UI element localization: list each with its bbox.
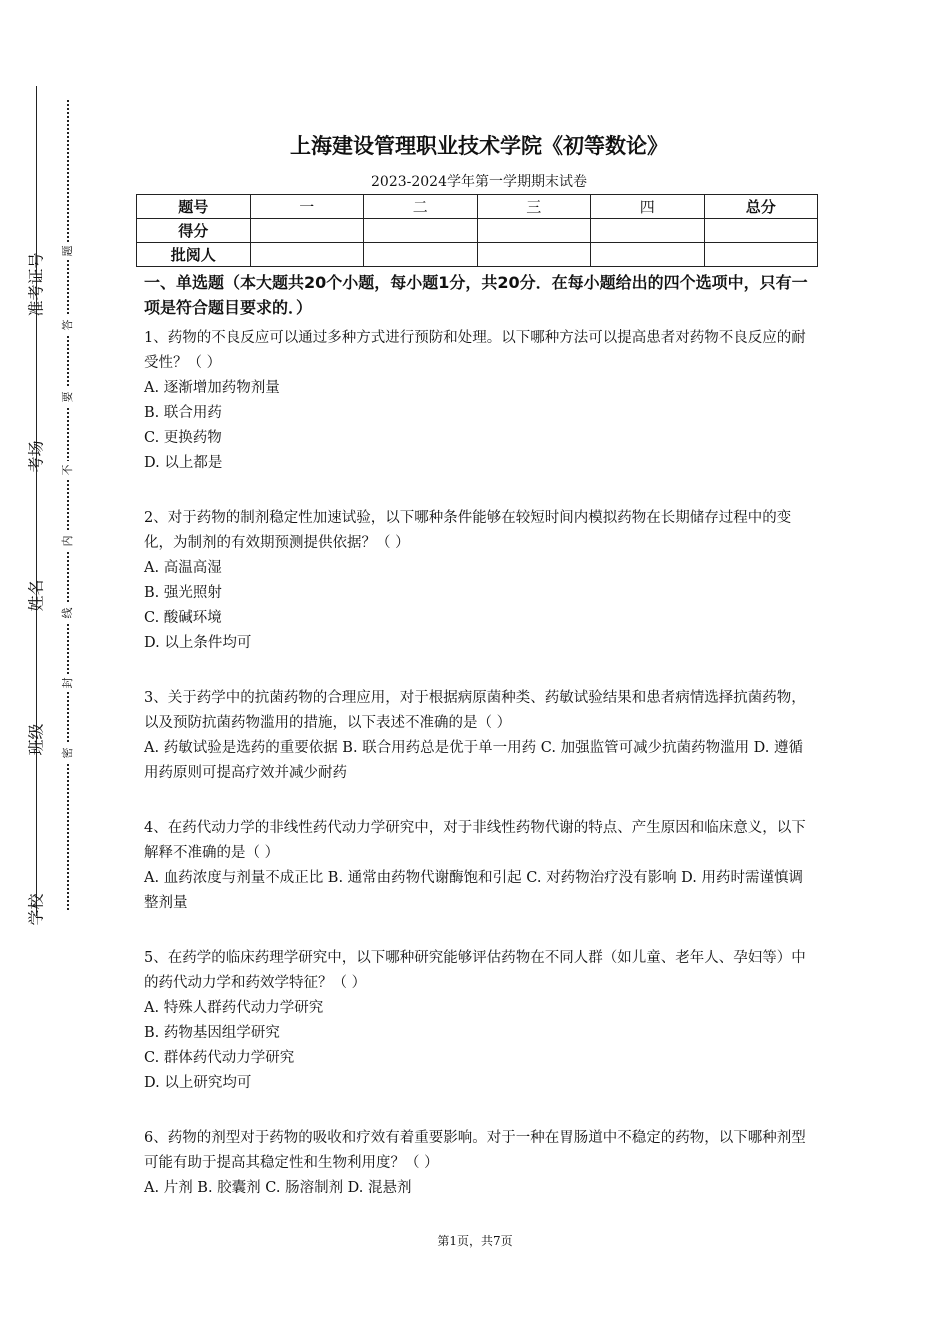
binding-dotted-line — [67, 100, 69, 910]
question-1 — [144, 326, 814, 476]
question-options: A. 药敏试验是选药的重要依据 B. 联合用药总是优于单一用药 C. 加强监管可减少抗菌药物滥用 D. 遵循用药原则可提高疗效并减少耐药 — [144, 740, 804, 781]
score-table-row — [137, 243, 818, 267]
binding-label-room: 考场 — [26, 440, 46, 473]
binding-note: 答 — [61, 316, 75, 334]
binding-label-name: 姓名 — [26, 579, 46, 612]
score-header-cell: 三 — [477, 195, 591, 219]
binding-note: 封 — [61, 674, 75, 692]
question-stem: 2、对于药物的制剂稳定性加速试验，以下哪种条件能够在较短时间内模拟药物在长期储存过程中的变化，为制剂的有效期预测提供依据？（ ） — [144, 510, 792, 551]
binding-solid-line — [36, 86, 37, 916]
score-cell — [704, 219, 818, 243]
exam-title: 上海建设管理职业技术学院《初等数论》 — [290, 134, 668, 158]
score-table-row — [137, 219, 818, 243]
score-cell — [250, 219, 364, 243]
exam-page — [144, 130, 814, 1201]
score-header-cell: 二 — [364, 195, 478, 219]
score-row-label: 批阅人 — [137, 243, 251, 267]
binding-note: 不 — [61, 461, 75, 479]
score-cell — [477, 243, 591, 267]
binding-note: 线 — [61, 604, 75, 622]
binding-note: 题 — [61, 242, 75, 260]
option-a: A. 逐渐增加药物剂量 — [144, 380, 280, 396]
exam-subtitle: 2023-2024学年第一学期期末试卷 — [371, 174, 587, 190]
score-cell — [591, 219, 705, 243]
option-b: B. 药物基因组学研究 — [144, 1025, 280, 1041]
score-header-cell: 总分 — [704, 195, 818, 219]
score-cell — [477, 219, 591, 243]
binding-note: 内 — [61, 532, 75, 550]
binding-note: 密 — [61, 744, 75, 762]
question-stem: 5、在药学的临床药理学研究中，以下哪种研究能够评估药物在不同人群（如儿童、老年人、孕妇等）中的药代动力学和药效学特征？（ ） — [144, 950, 806, 991]
question-stem: 3、关于药学中的抗菌药物的合理应用，对于根据病原菌种类、药敏试验结果和患者病情选择抗菌药物，以及预防抗菌药物滥用的措施，以下表述不准确的是（ ） — [144, 690, 806, 731]
binding-label-school: 学校 — [26, 893, 46, 926]
option-b: B. 强光照射 — [144, 585, 222, 601]
score-cell — [591, 243, 705, 267]
question-5 — [144, 946, 814, 1096]
question-3 — [144, 686, 814, 786]
page-footer: 第1页，共7页 — [437, 1234, 513, 1248]
option-c: C. 群体药代动力学研究 — [144, 1050, 295, 1066]
binding-strip — [0, 0, 110, 1344]
score-cell — [704, 243, 818, 267]
score-row-label: 得分 — [137, 219, 251, 243]
question-6 — [144, 1126, 814, 1201]
question-options: A. 血药浓度与剂量不成正比 B. 通常由药物代谢酶饱和引起 C. 对药物治疗没有影响 D. 用药时需谨慎调整剂量 — [144, 870, 804, 911]
option-a: A. 高温高湿 — [144, 560, 222, 576]
score-cell — [364, 219, 478, 243]
score-header-cell: 一 — [250, 195, 364, 219]
question-4 — [144, 816, 814, 916]
option-d: D. 以上都是 — [144, 455, 223, 471]
section-heading: 一、单选题（本大题共20个小题，每小题1分，共20分．在每小题给出的四个选项中，只有一项是符合题目要求的．） — [144, 273, 808, 317]
binding-label-exam-id: 准考证号 — [26, 252, 46, 317]
option-a: A. 特殊人群药代动力学研究 — [144, 1000, 324, 1016]
score-cell — [364, 243, 478, 267]
option-b: B. 联合用药 — [144, 405, 222, 421]
score-table-header-row — [137, 195, 818, 219]
option-c: C. 更换药物 — [144, 430, 222, 446]
score-table — [136, 194, 818, 267]
question-options: A. 片剂 B. 胶囊剂 C. 肠溶制剂 D. 混悬剂 — [144, 1180, 412, 1196]
score-header-cell: 四 — [591, 195, 705, 219]
score-cell — [250, 243, 364, 267]
option-c: C. 酸碱环境 — [144, 610, 222, 626]
score-header-cell: 题号 — [137, 195, 251, 219]
question-stem: 6、药物的剂型对于药物的吸收和疗效有着重要影响。对于一种在胃肠道中不稳定的药物，以下哪种剂型可能有助于提高其稳定性和生物利用度？（ ） — [144, 1130, 806, 1171]
question-2 — [144, 506, 814, 656]
binding-note: 要 — [61, 388, 75, 406]
question-stem: 1、药物的不良反应可以通过多种方式进行预防和处理。以下哪种方法可以提高患者对药物不良反应的耐受性？（ ） — [144, 330, 806, 371]
option-d: D. 以上条件均可 — [144, 635, 252, 651]
binding-label-class: 班级 — [26, 723, 46, 756]
option-d: D. 以上研究均可 — [144, 1075, 252, 1091]
question-stem: 4、在药代动力学的非线性药代动力学研究中，对于非线性药物代谢的特点、产生原因和临床意义，以下解释不准确的是（ ） — [144, 820, 806, 861]
